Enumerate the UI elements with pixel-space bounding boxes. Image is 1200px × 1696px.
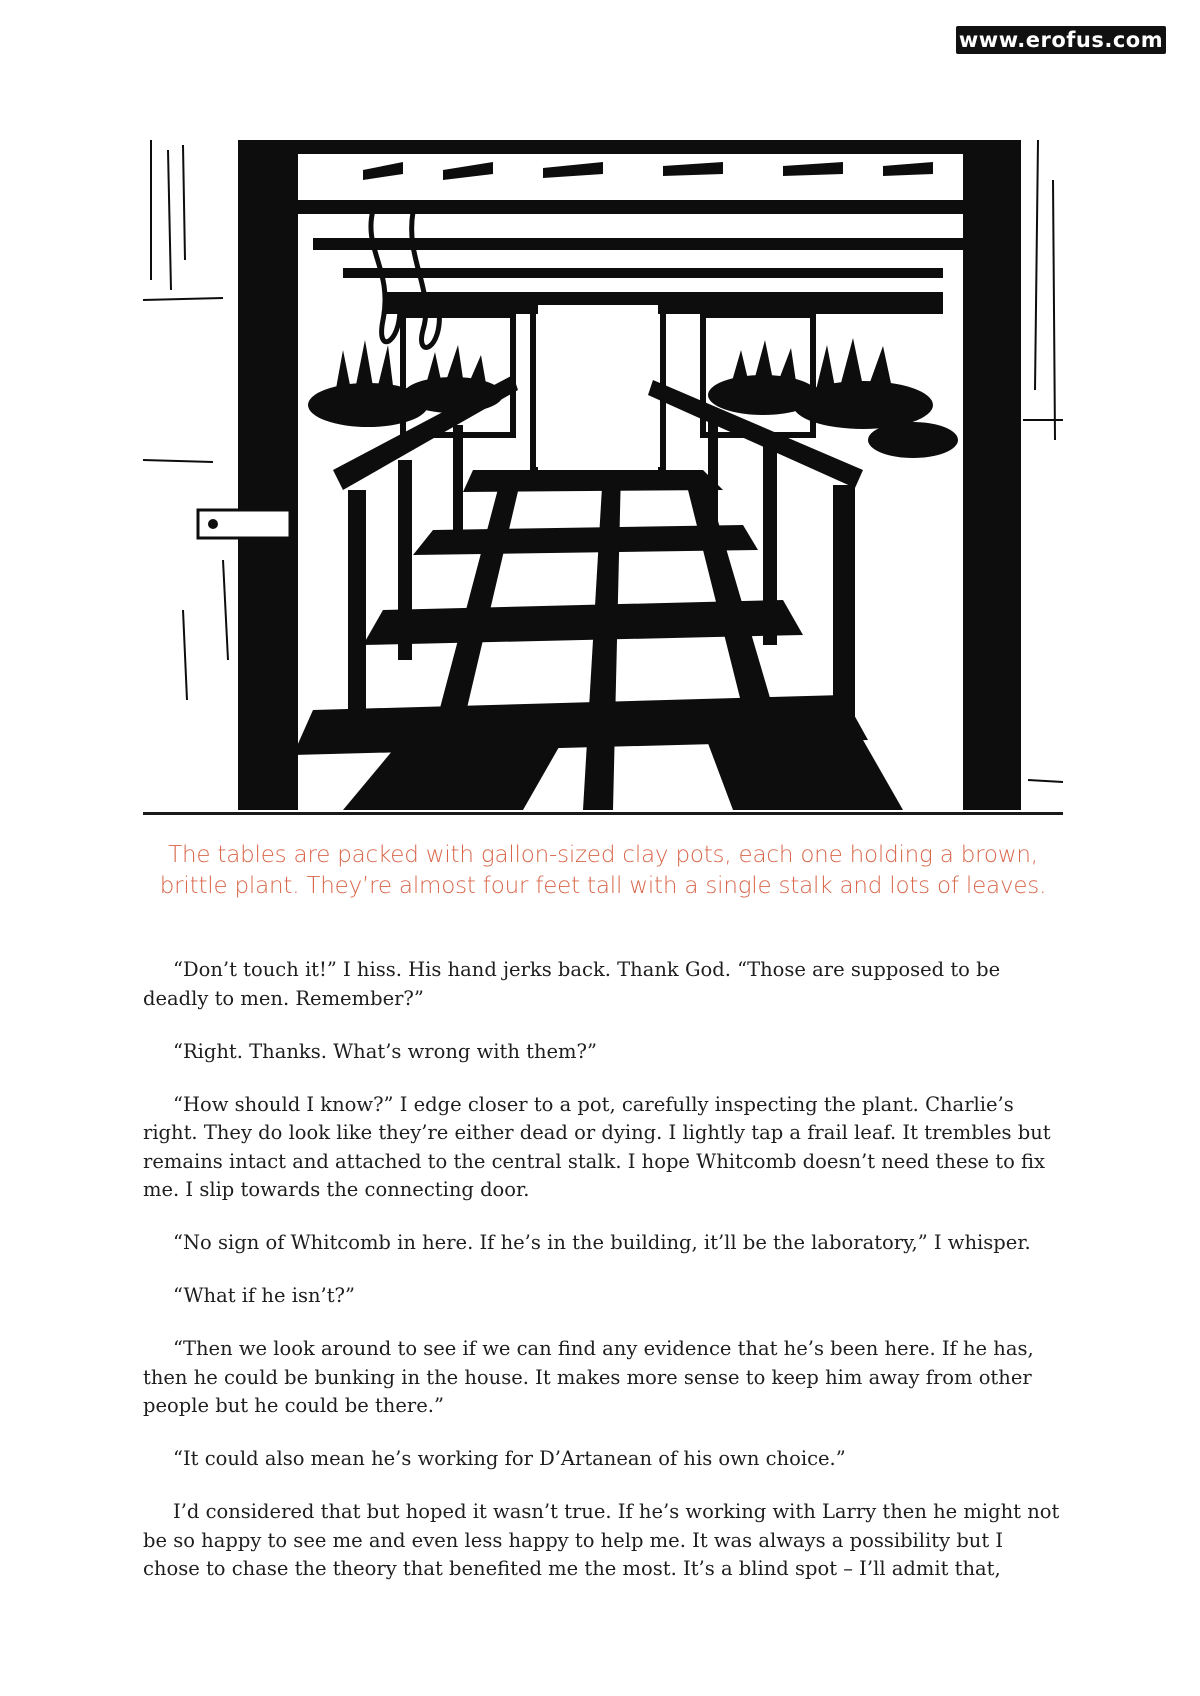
right-wall-sketch <box>1023 140 1063 782</box>
body-text <box>143 956 1065 1608</box>
paragraph: “What if he isn’t?” <box>173 1284 355 1307</box>
left-door-post <box>238 140 298 810</box>
roof-beams <box>298 140 963 314</box>
paragraph: “Right. Thanks. What’s wrong with them?” <box>173 1039 597 1063</box>
paragraph: “Then we look around to see if we can find any evidence that he’s been here. If he has, then he could be bunking in the house. It makes more sense to keep him away from other people but he could be there.” <box>143 1337 1034 1417</box>
watermark-badge: www.erofus.com <box>956 26 1166 54</box>
plants-right <box>708 338 958 458</box>
back-doorway <box>538 305 658 470</box>
paragraph: “No sign of Whitcomb in here. If he’s in the building, it’ll be the laboratory,” I whisper. <box>173 1231 1031 1254</box>
floor-shadows <box>293 470 903 810</box>
caption-text: The tables are packed with gallon-sized clay pots, each one holding a brown, brittle plant. They’re almost four feet tall with a single stalk and lots of leaves. <box>159 842 1047 899</box>
right-door-post <box>963 140 1021 810</box>
left-wall-sketch <box>143 140 228 700</box>
illustration-bottom-rule <box>143 812 1063 815</box>
greenhouse-illustration <box>143 140 1063 810</box>
paragraph: “How should I know?” I edge closer to a pot, carefully inspecting the plant. Charlie’s right. They do look like they’re either dead or dying. I lightly tap a frail leaf. It trembles but remains intact and attached to the central stalk. I hope Whitcomb doesn’t need these to fix me. I slip towards the connecting door. <box>143 1092 1051 1201</box>
paragraph: “It could also mean he’s working for D’Artanean of his own choice.” <box>173 1447 846 1470</box>
paragraph: I’d considered that but hoped it wasn’t true. If he’s working with Larry then he might not be so happy to see me and even less happy to help me. It was always a possibility but I chose to chase the theory that benefited me the most. It’s a blind spot – I’ll admit that, <box>143 1500 1060 1580</box>
paragraph: “Don’t touch it!” I hiss. His hand jerks back. Thank God. “Those are supposed to be deadly to men. Remember?” <box>143 958 1001 1010</box>
